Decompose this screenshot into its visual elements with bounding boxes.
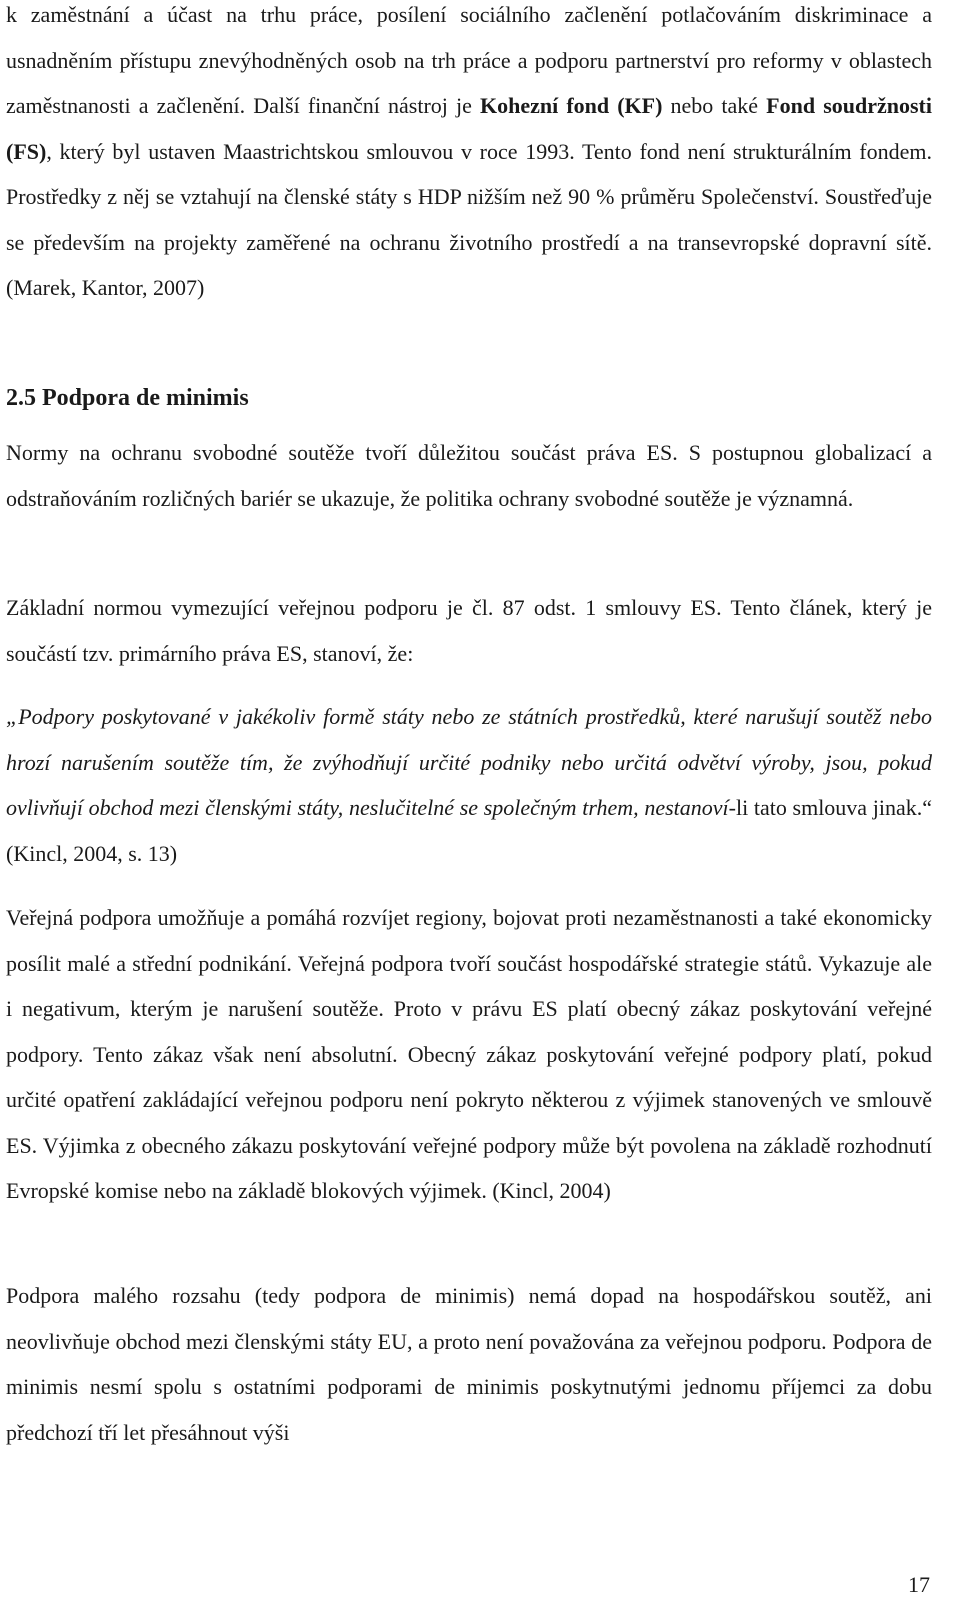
- paragraph-funds-text-1: k zaměstnání a účast na trhu práce, posílení sociálního začlenění potlačováním diskriminace a usnadněním přístupu znevýhodněných osob na trh práce a podporu partnerství pro reformy v oblastech zaměstnanosti a začlenění. Další finanční nástroj je: [6, 2, 932, 118]
- page-number: 17: [908, 1572, 930, 1597]
- quote-italic-text: „Podpory poskytované v jakékoliv formě státy nebo ze státních prostředků, které narušují soutěž nebo hrozí narušením soutěže tím, že zvýhodňují určité podniky nebo určitá odvětví výroby, jsou, pokud ovlivňují obchod mezi členskými státy, neslučitelné se společným trhem, nestanoví: [6, 704, 932, 820]
- paragraph-funds: [6, 0, 932, 311]
- paragraph-state-aid: Veřejná podpora umožňuje a pomáhá rozvíjet regiony, bojovat proti nezaměstnanosti a také ekonomicky posílit malé a střední podnikání. Veřejná podpora tvoří součást hospodářské strategie států. Vykazuje ale i negativum, kterým je narušení soutěže. Proto v právu ES platí obecný zákaz poskytování veřejné podpory. Tento zákaz však není absolutní. Obecný zákaz poskytování veřejné podpory platí, pokud určité opatření zakládající veřejnou podporu není pokryto některou z výjimek stanovených ve smlouvě ES. Výjimka z obecného zákazu poskytování veřejné podpory může být povolena na základě rozhodnutí Evropské komise nebo na základě blokových výjimek. (Kincl, 2004): [6, 905, 932, 1203]
- paragraph-funds-text-2: nebo také: [662, 93, 767, 118]
- section-heading: 2.5 Podpora de minimis: [6, 385, 249, 411]
- quote-normal-text: -li tato smlouva jinak.“ (Kincl, 2004, s. 13): [6, 795, 932, 866]
- solidarity-fund-term: Fond soudržnosti (FS): [6, 93, 932, 164]
- paragraph-competition-norms: Normy na ochranu svobodné soutěže tvoří důležitou součást práva ES. S postupnou globalizací a odstraňováním rozličných bariér se ukazuje, že politika ochrany svobodné soutěže je významná.: [6, 440, 932, 511]
- paragraph-article-87: Základní normou vymezující veřejnou podporu je čl. 87 odst. 1 smlouvy ES. Tento článek, který je součástí tzv. primárního práva ES, stanoví, že:: [6, 595, 932, 666]
- cohesion-fund-term: Kohezní fond (KF): [479, 93, 663, 118]
- paragraph-funds-text-3: , který byl ustaven Maastrichtskou smlouvou v roce 1993. Tento fond není strukturálním fondem. Prostředky z něj se vztahují na členské státy s HDP nižším než 90 % průměru Společenství. Soustřeďuje se především na projekty zaměřené na ochranu životního prostředí a na transevropské dopravní sítě. (Marek, Kantor, 2007): [6, 138, 932, 300]
- paragraph-de-minimis: Podpora malého rozsahu (tedy podpora de minimis) nemá dopad na hospodářskou soutěž, ani neovlivňuje obchod mezi členskými státy EU, a proto není považována za veřejnou podporu. Podpora de minimis nesmí spolu s ostatními podporami de minimis poskytnutými jednomu příjemci za dobu předchozí tří let přesáhnout výši: [6, 1283, 932, 1445]
- quote-paragraph: [6, 694, 932, 876]
